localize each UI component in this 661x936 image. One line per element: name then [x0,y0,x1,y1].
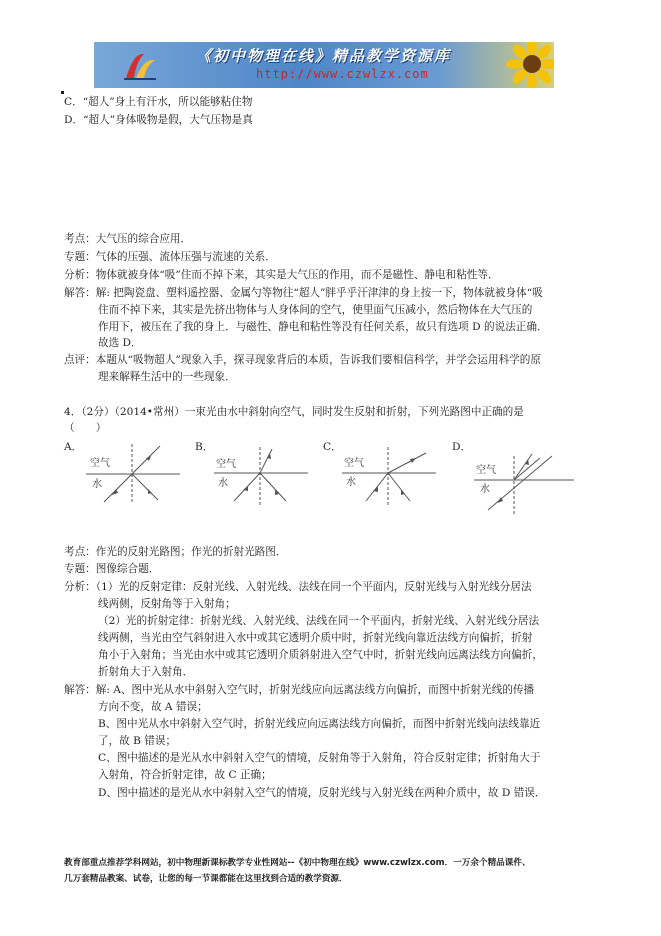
figure-b [210,445,310,513]
analysis2-reasoning-cont: 线两侧，反射角等于入射角； [98,598,236,610]
analysis-solution-cont: 住而不掉下来，其实是先挤出物体与人身体间的空气，使里面气压减小，然后物体在大气压的 [98,304,533,316]
option-c-text: C．“超人”身上有汗水，所以能够粘住物 [64,96,253,108]
analysis2-solution-cont: 了，故 B 错误； [98,735,177,747]
analysis2-solution-cont: 方向不变，故 A 错误； [98,701,208,713]
air-label: 空气 [344,458,364,469]
banner-url: http://www.czwlzx.com [256,67,429,81]
analysis-point: 考点：大气压的综合应用． [64,233,192,245]
analysis2-point: 考点：作光的反射光路图；作光的折射光路图． [64,546,287,558]
analysis2-topic: 专题：图像综合题． [64,563,160,575]
footer-line: 几万套精品教案、试卷，让您的每一节课都能在这里找到合适的教学资源． [64,874,348,884]
water-label: 水 [480,484,490,495]
analysis2-reasoning: 分析：（1）光的反射定律：反射光线、入射光线、法线在同一个平面内，反射光线与入射光线分居法 [64,581,532,593]
water-label: 水 [346,477,356,488]
question-paren: （ ） [64,422,107,434]
analysis-comment: 点评：本题从“吸物超人”现象入手，探寻现象背后的本质，告诉我们要相信科学，并学会运用科学的原 [64,354,541,366]
analysis2-solution-cont: B、图中光从水中斜射入空气时，折射光线应向远离法线方向偏折，而图中折射光线向法线靠近 [98,718,541,730]
option-b-label: B． [195,441,214,453]
footer-line: 教育部重点推荐学科网站，初中物理新课标教学专业性网站--《初中物理在线》www.czwlzx.com．一万余个精品课件、 [64,858,531,868]
question-stem: 4．（2分）（2014•常州）一束光由水中斜射向空气，同时发生反射和折射，下列光路图中正确的是 [64,406,524,418]
analysis-reasoning: 分析：物体就被身体“吸”住而不掉下来，其实是大气压的作用，而不是磁性、静电和粘性等． [64,269,499,281]
analysis2-reasoning-cont: 折射角大于入射角． [98,666,194,678]
water-label: 水 [92,479,102,490]
analysis2-solution: 解答：解: A、图中光从水中斜射入空气时，折射光线应向远离法线方向偏折，而图中折射光线的传播 [64,684,535,696]
air-label: 空气 [90,458,110,469]
option-d-label: D． [452,441,472,453]
figure-c [338,445,438,513]
option-d-text: D．“超人”身体吸物是假，大气压物是真 [64,114,253,126]
figure-a [82,440,182,508]
banner-title: 《初中物理在线》精品教学资源库 [196,47,452,65]
air-label: 空气 [216,459,236,470]
water-label: 水 [218,478,228,489]
analysis2-reasoning-cont: （2）光的折射定律：折射光线、入射光线、法线在同一个平面内，折射光线、入射光线分居法 [98,615,540,627]
figure-d [470,452,580,520]
air-label: 空气 [476,465,496,476]
page-footer [64,855,531,887]
analysis2-solution-cont: D、图中描述的是光从水中斜射入空气的情境，反射光线与入射光线在两种介质中，故 D 错误． [98,787,546,799]
analysis-comment-cont: 理来解释生活中的一些现象． [98,371,236,383]
analysis2-reasoning-cont: 线两侧，当光由空气斜射进入水中或其它透明介质中时，折射光线向靠近法线方向偏折，折射 [98,632,533,644]
logo-icon [122,48,158,82]
page-marker [61,91,64,94]
header-banner [94,42,554,88]
option-a-label: A． [64,441,83,453]
analysis2-solution-cont: 入射角，符合折射定律，故 C 正确； [98,769,272,781]
analysis-answer: 故选 D． [98,337,142,349]
analysis2-reasoning-cont: 角小于入射角；当光由水中或其它透明介质斜射进入空气中时，折射光线向远离法线方向偏折， [98,649,543,661]
analysis-solution-cont: 作用下，被压在了我的身上．与磁性、静电和粘性等没有任何关系，故只有选项 D 的说法正确． [98,321,548,333]
sunflower-icon [500,42,554,88]
analysis-topic: 专题：气体的压强、流体压强与流速的关系． [64,251,276,263]
analysis2-solution-cont: C、图中描述的是光从水中斜射入空气的情境，反射角等于入射角，符合反射定律；折射角大于 [98,752,541,764]
option-c-label: C． [323,441,342,453]
analysis-solution: 解答：解: 把陶瓷盘、塑料遥控器、金属勺等物往“超人”胖乎乎汗津津的身上按一下，物体就被身体“吸 [64,287,543,299]
